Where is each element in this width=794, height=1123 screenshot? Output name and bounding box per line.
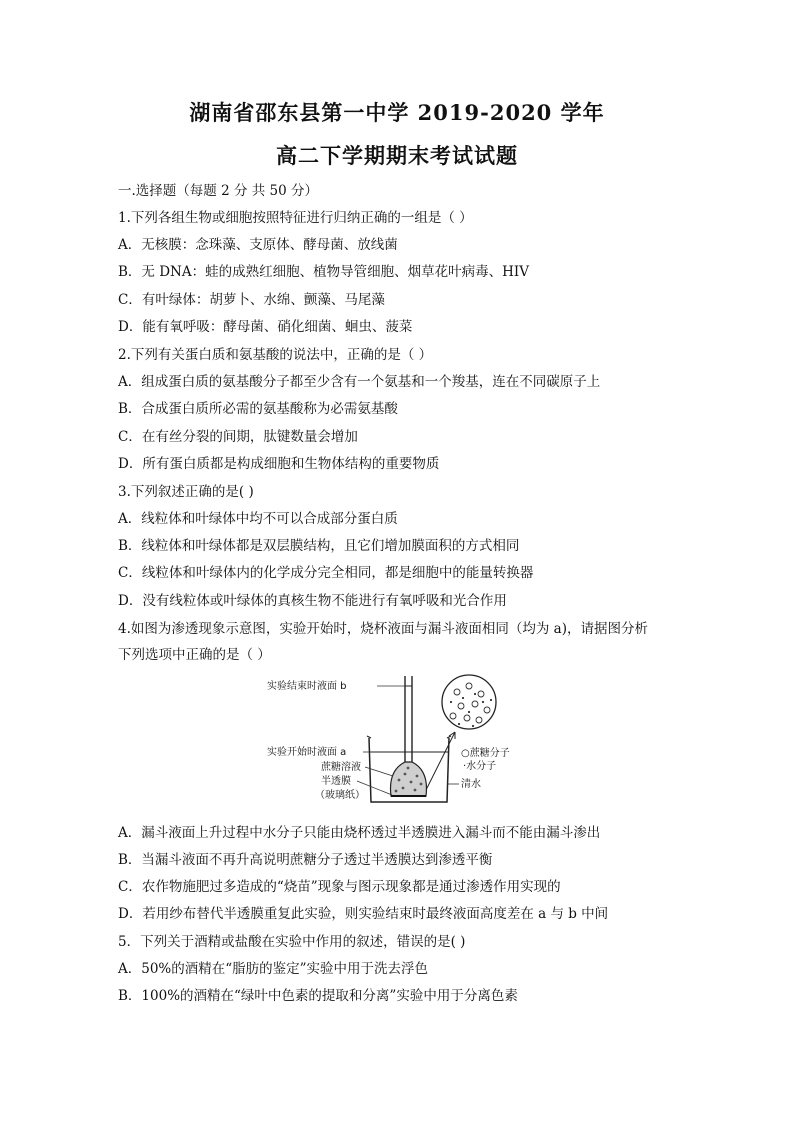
q3-option-a: A．线粒体和叶绿体中均不可以合成部分蛋白质 [118,511,398,527]
beaker-lip [367,736,451,738]
magnify-arrow [426,732,455,790]
label-membrane: 半透膜 [321,776,351,787]
q4-option-d: D．若用纱布替代半透膜重复此实验，则实验结束时最终液面高度差在 a 与 b 中间 [118,906,609,922]
label-water: 清水 [461,779,481,790]
q4-option-c: C．农作物施肥过多造成的“烧苗”现象与图示现象都是通过渗透作用实现的 [118,879,561,895]
q3-option-b: B．线粒体和叶绿体都是双层膜结构，且它们增加膜面积的方式相同 [118,538,520,554]
q1-stem: 1.下列各组生物或细胞按照特征进行归纳正确的一组是（ ） [118,210,473,226]
q4-option-a: A．漏斗液面上升过程中水分子只能由烧杯透过半透膜进入漏斗而不能由漏斗渗出 [118,825,601,841]
q1-option-d: D．能有氧呼吸：酵母菌、硝化细菌、蛔虫、菠菜 [118,319,413,335]
q2-option-b: B．合成蛋白质所必需的氨基酸称为必需氨基酸 [118,401,398,417]
q2-option-c: C．在有丝分裂的间期，肽键数量会增加 [118,429,358,445]
q2-option-a: A．组成蛋白质的氨基酸分子都至少含有一个氨基和一个羧基，连在不同碳原子上 [118,374,601,390]
q3-option-c: C．线粒体和叶绿体内的化学成分完全相同，都是细胞中的能量转换器 [118,565,534,581]
q1-option-a: A．无核膜：念珠藻、支原体、酵母菌、放线菌 [118,237,398,253]
q5-stem: 5．下列关于酒精或盐酸在实验中作用的叙述，错误的是( ) [118,934,466,950]
label-membrane-note: （玻璃纸） [315,790,365,801]
q3-stem: 3.下列叙述正确的是( ) [118,484,254,500]
legend-water-molecule: ·水分子 [463,761,497,772]
exam-title-line1: 湖南省邵东县第一中学 2019-2020 学年 [189,100,605,125]
q2-option-d: D．所有蛋白质都是构成细胞和生物体结构的重要物质 [118,456,440,472]
q4-stem-line2: 下列选项中正确的是（ ） [118,647,271,663]
q4-option-b: B．当漏斗液面不再升高说明蔗糖分子透过半透膜达到渗透平衡 [118,852,493,868]
label-start-level: 实验开始时液面 a [267,747,347,758]
q1-option-b: B．无 DNA：蛙的成熟红细胞、植物导管细胞、烟草花叶病毒、HIV [118,264,529,280]
q1-option-c: C．有叶绿体：胡萝卜、水绵、颤藻、马尾藻 [118,292,385,308]
exam-title-line2: 高二下学期期末考试试题 [276,143,518,168]
q4-stem-line1: 4.如图为渗透现象示意图，实验开始时，烧杯液面与漏斗液面相同（均为 a)，请据图分析 [118,621,648,637]
osmosis-diagram [265,672,565,812]
q2-stem: 2.下列有关蛋白质和氨基酸的说法中，正确的是（ ） [118,347,433,363]
q5-option-a: A．50%的酒精在“脂肪的鉴定”实验中用于洗去浮色 [118,961,429,977]
q3-option-d: D．没有线粒体或叶绿体的真核生物不能进行有氧呼吸和光合作用 [118,593,507,609]
sucrose-leader [365,767,393,776]
legend-sucrose-molecule: ○蔗糖分子 [461,748,510,759]
section-heading: 一.选择题（每题 2 分 共 50 分） [118,183,319,199]
label-sucrose: 蔗糖溶液 [321,762,361,773]
label-end-level: 实验结束时液面 b [267,681,347,692]
q5-option-b: B．100%的酒精在“绿叶中色素的提取和分离”实验中用于分离色素 [118,988,518,1004]
